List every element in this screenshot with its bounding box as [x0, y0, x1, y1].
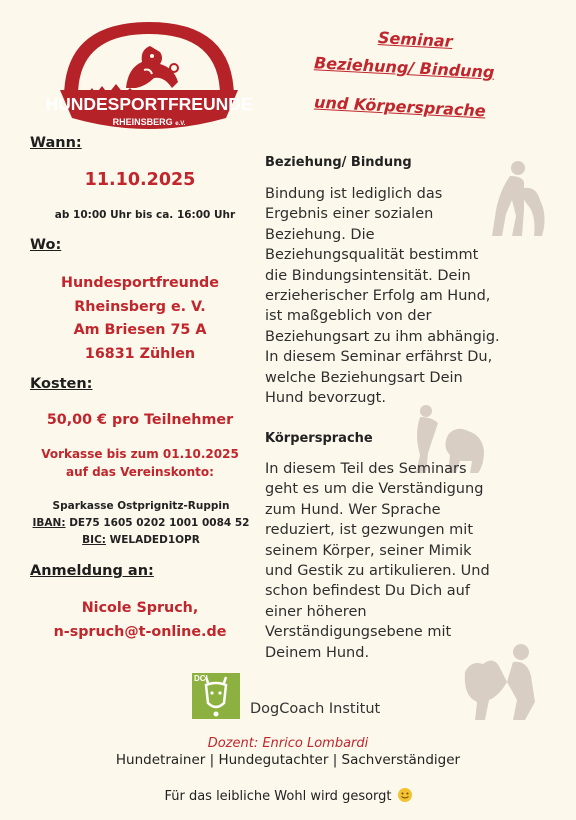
bic-value: WELADED1OPR [109, 534, 200, 546]
text-line: die Bindungsintensität. Dein [265, 267, 471, 284]
text-line: welche Beziehungsart Dein [265, 369, 463, 386]
bank-details [25, 498, 257, 549]
text-line: Hund bevorzugt. [265, 390, 386, 407]
text-line: reduziert, ist gezwungen mit [265, 522, 473, 539]
venue-address [30, 272, 250, 367]
text-line: erzieherischer Erfolg am Hund, [265, 288, 491, 305]
title-line-1: Seminar [377, 28, 454, 51]
dci-badge-text: DCI [194, 674, 208, 683]
logo-sub-suffix: e.V. [175, 121, 186, 127]
section-text-body-language [265, 459, 555, 663]
text-line: und Gestik zu artikulieren. Und [265, 563, 490, 580]
text-line: seinem Körper, seiner Mimik [265, 542, 472, 559]
svg-text:RHEINSBERG e.V. [113, 117, 186, 127]
where-heading: Wo: [30, 237, 62, 253]
lecturer: Dozent: Enrico Lombardi [207, 736, 369, 751]
text-line: Verständigungsebene mit [265, 624, 452, 641]
title-line-3: und Körpersprache [313, 92, 487, 121]
when-heading: Wann: [30, 135, 82, 151]
contact-email[interactable]: n-spruch@t-online.de [53, 623, 227, 640]
section-heading-body-language: Körpersprache [265, 431, 373, 446]
text-line: Bindung ist lediglich das [265, 186, 443, 202]
bic-label: BIC: [82, 534, 106, 546]
title-line-2: Beziehung/ Bindung [313, 53, 495, 82]
iban-label: IBAN: [32, 517, 66, 529]
dci-name: DogCoach Institut [250, 701, 381, 717]
iban-value: DE75 1605 0202 1001 0084 52 [69, 517, 250, 529]
club-logo [45, 18, 253, 136]
text-line: In diesem Teil des Seminars [265, 461, 467, 477]
registration-contact [20, 597, 260, 644]
logo-main-text: HUNDESPORTFREUNDE [45, 94, 253, 114]
logo-sub-text: RHEINSBERG [112, 117, 173, 127]
address-line: Am Briesen 75 A [73, 322, 207, 339]
section-heading-bond: Beziehung/ Bindung [265, 155, 412, 170]
text-line: einer höheren [265, 603, 367, 620]
contact-name: Nicole Spruch, [81, 600, 199, 616]
address-line: Rheinsberg e. V. [74, 298, 206, 315]
prepayment-line: auf das Vereinskonto: [66, 465, 214, 479]
address-line: 16831 Zühlen [84, 346, 196, 363]
text-line: ist maßgeblich von der [265, 308, 432, 325]
smiley-icon [398, 788, 412, 802]
event-date: 11.10.2025 [84, 170, 196, 190]
text-line: In diesem Seminar erfährst Du, [265, 349, 493, 366]
text-line: geht es um die Verständigung [265, 481, 484, 498]
text-line: Beziehung. Die [265, 226, 375, 243]
text-line: Beziehungsart zu ihm abhängig. [265, 328, 500, 345]
text-line: zum Hund. Wer Sprache [265, 501, 441, 518]
bank-name: Sparkasse Ostprignitz-Ruppin [52, 500, 230, 512]
footer-text: Für das leibliche Wohl wird gesorgt [164, 789, 392, 804]
text-line: schon befindest Du Dich auf [265, 583, 470, 600]
address-line: Hundesportfreunde [61, 275, 219, 291]
price: 50,00 € pro Teilnehmer [46, 412, 234, 428]
registration-heading: Anmeldung an: [30, 563, 154, 579]
section-text-bond [265, 184, 555, 408]
text-line: Beziehungsqualität bestimmt [265, 247, 479, 264]
dci-logo [192, 673, 240, 719]
text-line: Ergebnis einer sozialen [265, 206, 434, 223]
prepayment-note [20, 445, 260, 481]
lecturer-roles: Hundetrainer | Hundegutachter | Sachverständiger [115, 752, 461, 768]
prepayment-line: Vorkasse bis zum 01.10.2025 [41, 447, 239, 461]
event-time: ab 10:00 Uhr bis ca. 16:00 Uhr [54, 209, 236, 221]
footer-note [0, 788, 576, 804]
text-line: Deinem Hund. [265, 644, 370, 661]
costs-heading: Kosten: [30, 376, 93, 392]
